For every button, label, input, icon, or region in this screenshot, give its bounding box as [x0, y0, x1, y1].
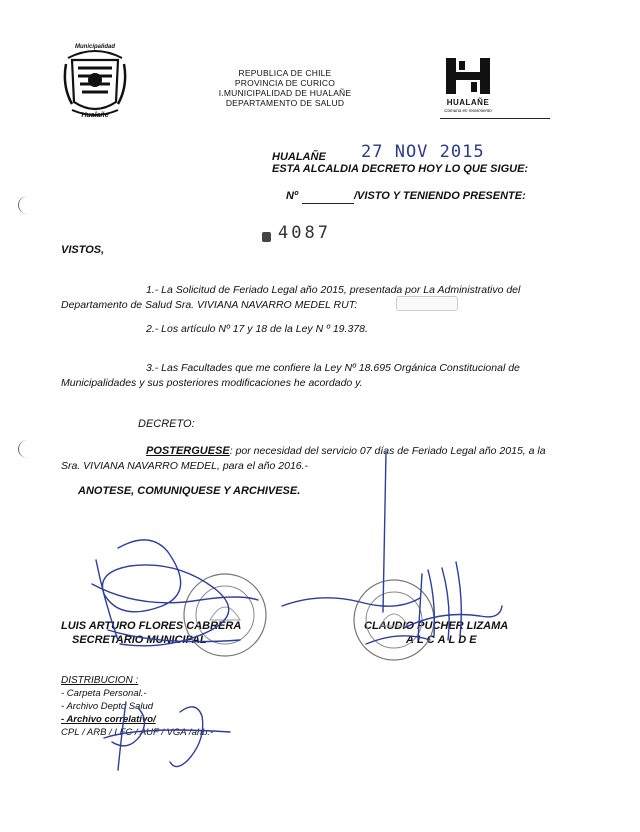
distribution-item-3: - Archivo correlativo/ [61, 714, 156, 725]
vistos-title: VISTOS, [61, 244, 105, 256]
posterguese-line1 [146, 443, 546, 459]
header-municipalidad: I.MUNICIPALIDAD DE HUALAÑE [218, 88, 352, 98]
item3-line2: Municipalidades y sus posteriores modificaciones he acordado y. [61, 377, 363, 389]
item3-line1: 3.- Las Facultades que me confiere la Ley Nº 18.695 Orgánica Constitucional de [146, 362, 520, 374]
left-signatory-title: SECRETARIO MUNICIPAL [72, 634, 207, 646]
distribution-initials: CPL / ARB / LFC / AUF / VGA /ahb.- [61, 727, 214, 738]
posterguese-label: POSTERGUESE [146, 445, 230, 457]
header-departamento: DEPARTAMENTO DE SALUD [225, 98, 345, 108]
item2: 2.- Los artículo Nº 17 y 18 de la Ley N º 19.378. [146, 323, 368, 335]
hualane-h-logo [442, 56, 494, 96]
date-stamp: 27 NOV 2015 [361, 142, 485, 162]
header-republica: REPUBLICA DE CHILE [238, 68, 332, 78]
header-provincia: PROVINCIA DE CURICO [234, 78, 336, 88]
distribution-title: DISTRIBUCION : [61, 675, 139, 686]
closing-line: ANOTESE, COMUNIQUESE Y ARCHIVESE. [78, 485, 301, 497]
distribution-item-2: - Archivo Depto Salud [61, 701, 154, 712]
logo-name: HUALAÑE [446, 98, 490, 107]
right-signatory-name: CLAUDIO PUCHER LIZAMA [364, 620, 509, 632]
number-suffix: /VISTO Y TENIENDO PRESENTE: [354, 190, 526, 202]
punch-hole-bottom [18, 440, 37, 458]
number-blank [302, 203, 354, 204]
decreto-title: DECRETO: [138, 418, 195, 430]
posterguese-line2: Sra. VIVIANA NAVARRO MEDEL, para el año 2016.- [61, 460, 309, 472]
logo-tagline: Comuna en movimiento [444, 108, 492, 113]
distribution-item-1: - Carpeta Personal.- [61, 688, 147, 699]
place-name: HUALAÑE [272, 151, 326, 163]
seal-top-text: Municipalidad [74, 44, 115, 50]
number-stamp: 4087 [278, 223, 331, 243]
item1-line1: 1.- La Solicitud de Feriado Legal año 2015, presentada por La Administrativo del [146, 284, 521, 296]
posterguese-rest: : por necesidad del servicio 07 días de Feriado Legal año 2015, a la [229, 445, 546, 457]
seal-bottom-text: Hualañe [81, 112, 109, 119]
municipal-seal-logo [60, 42, 130, 122]
number-prefix: Nº [286, 190, 298, 202]
punch-hole-top [18, 196, 37, 214]
item1-line2: Departamento de Salud Sra. VIVIANA NAVARRO MEDEL RUT: [61, 299, 358, 311]
header-divider [440, 118, 550, 119]
number-stamp-mark [262, 232, 271, 242]
right-signatory-title: ALCALDE [406, 634, 480, 646]
left-signatory-name: LUIS ARTURO FLORES CABRERA [61, 620, 242, 632]
decree-line: ESTA ALCALDIA DECRETO HOY LO QUE SIGUE: [272, 163, 529, 175]
rut-redacted-box [396, 296, 458, 311]
